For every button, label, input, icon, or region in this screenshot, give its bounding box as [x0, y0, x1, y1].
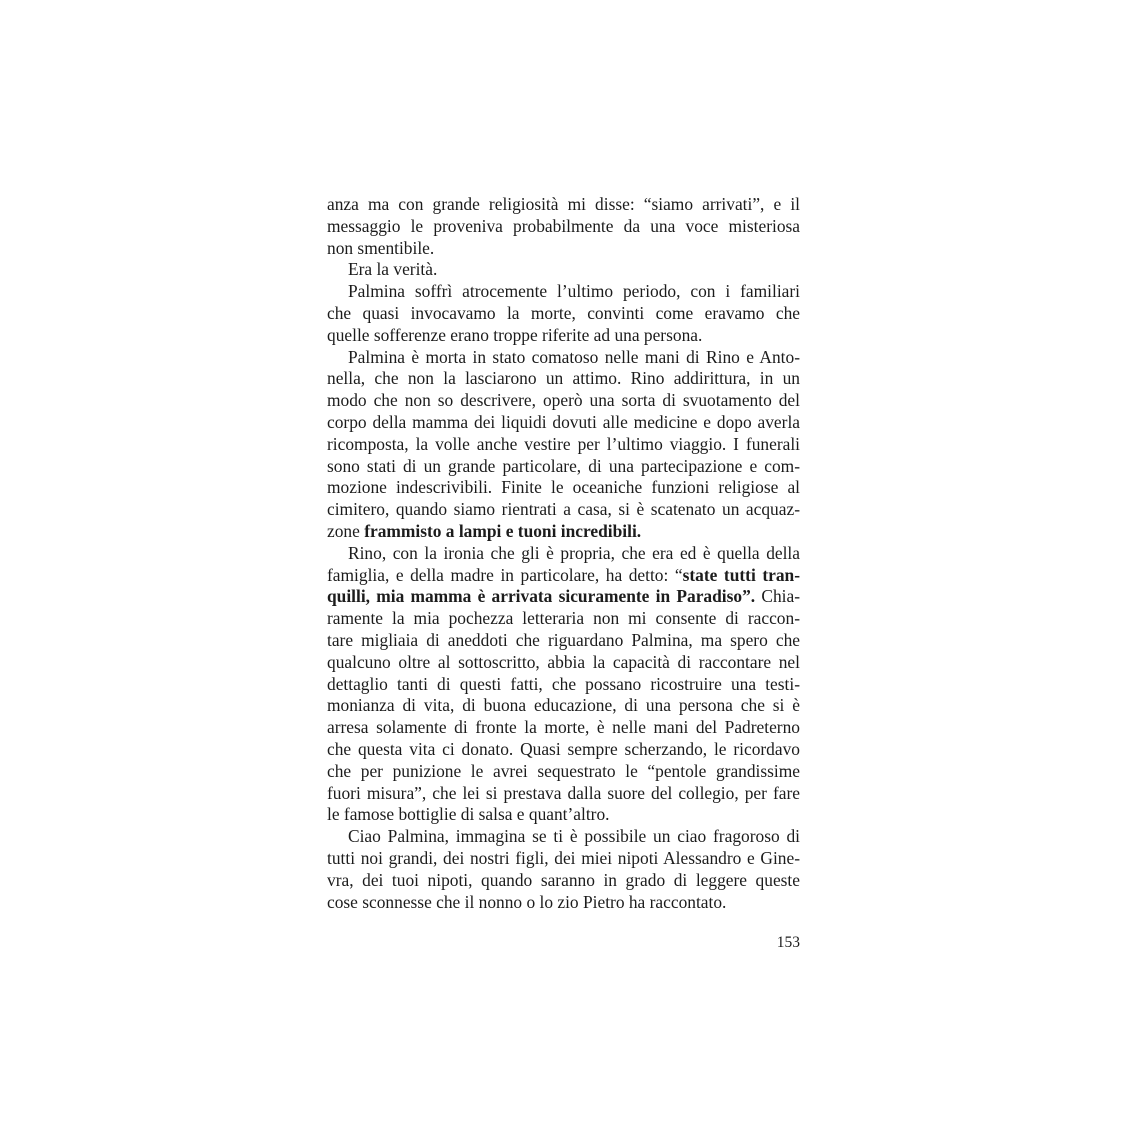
- text-line: tutti noi grandi, dei nostri figli, dei miei nipoti Alessandro e Gine-: [327, 847, 800, 868]
- paragraph-start-line: Rino, con la ironia che gli è propria, che era ed è quella della: [348, 542, 800, 563]
- text-line: anza ma con grande religiosità mi disse: “siamo arrivati”, e il: [327, 194, 800, 214]
- text-line: cimitero, quando siamo rientrati a casa, si è scatenato un acquaz-: [327, 499, 800, 520]
- text-line: qualcuno oltre al sottoscritto, abbia la capacità di raccontare nel: [327, 651, 800, 672]
- text-line: sono stati di un grande particolare, di una partecipazione e com-: [327, 455, 800, 476]
- text-line: dettaglio tanti di questi fatti, che possano ricostruire una testi-: [327, 673, 800, 694]
- text-line: che quasi invocavamo la morte, convinti come eravamo che: [327, 302, 800, 323]
- text-line: monianza di vita, di buona educazione, di una persona che si è: [327, 695, 800, 716]
- page-number: 153: [776, 934, 800, 951]
- text-line: non smentibile.: [327, 237, 435, 258]
- text-line: che per punizione le avrei sequestrato le “pentole grandissime: [327, 760, 800, 781]
- text-line: mozione indescrivibili. Finite le oceaniche funzioni religiose al: [327, 477, 800, 498]
- text-line: ricomposta, la volle anche vestire per l’ultimo viaggio. I funerali: [327, 433, 800, 454]
- text-line: ramente la mia pochezza letteraria non mi consente di raccon-: [327, 608, 800, 629]
- text-line: le famose bottiglie di salsa e quant’altro.: [327, 804, 610, 825]
- text-line: nella, che non la lasciarono un attimo. Rino addirittura, in un: [327, 368, 800, 389]
- text-line: modo che non so descrivere, operò una sorta di svuotamento del: [327, 390, 800, 411]
- text-line: quilli, mia mamma è arrivata sicuramente in Paradiso”. Chia-: [327, 586, 800, 607]
- text-line: tare migliaia di aneddoti che riguardano Palmina, ma spero che: [327, 629, 800, 650]
- text-line: corpo della mamma dei liquidi dovuti alle medicine e dopo averla: [327, 411, 800, 432]
- text-line: che questa vita ci donato. Quasi sempre scherzando, le ricordavo: [327, 738, 800, 759]
- text-line: vra, dei tuoi nipoti, quando saranno in grado di leggere queste: [327, 869, 800, 890]
- text-line: messaggio le proveniva probabilmente da una voce misteriosa: [327, 215, 800, 236]
- paragraph-start-line: Palmina soffrì atrocemente l’ultimo periodo, con i familiari: [348, 281, 800, 302]
- paragraph-start-line: Ciao Palmina, immagina se ti è possibile un ciao fragoroso di: [348, 826, 800, 847]
- text-line: zone frammisto a lampi e tuoni incredibili.: [327, 520, 642, 541]
- text-line: famiglia, e della madre in particolare, ha detto: “state tutti tran-: [327, 564, 800, 585]
- text-line: arresa solamente di fronte la morte, è nelle mani del Padreterno: [327, 717, 800, 738]
- text-line: fuori misura”, che lei si prestava dalla suore del collegio, per fare: [327, 782, 800, 803]
- text-line: cose sconnesse che il nonno o lo zio Pietro ha raccontato.: [327, 891, 727, 912]
- paragraph-start-line: Era la verità.: [348, 259, 438, 280]
- bold-text: quilli, mia mamma è arrivata sicuramente in Paradiso”.: [327, 586, 756, 607]
- text-line: quelle sofferenze erano troppe riferite ad una persona.: [327, 324, 703, 345]
- paragraph-start-line: Palmina è morta in stato comatoso nelle mani di Rino e Anto-: [348, 346, 800, 367]
- body-text: [327, 194, 800, 913]
- bold-text: frammisto a lampi e tuoni incredibili.: [364, 520, 642, 541]
- bold-text: state tutti tran-: [682, 564, 800, 585]
